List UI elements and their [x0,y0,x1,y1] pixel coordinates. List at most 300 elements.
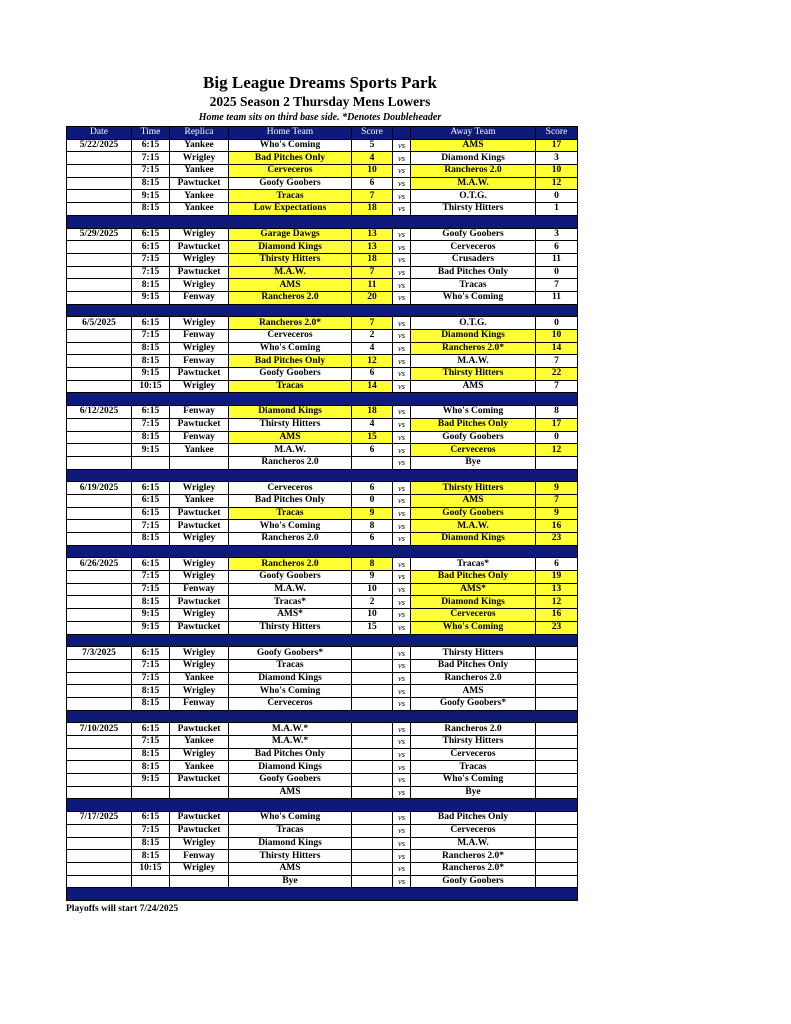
column-header-away-score: Score [536,127,578,140]
vs-cell: vs [393,165,411,178]
game-row [67,647,578,660]
away-team-cell: Cerveceros [411,241,536,254]
replica-cell: Yankee [170,494,229,507]
game-row [67,152,578,165]
home-score-cell: 8 [352,520,393,533]
home-team-cell: Thirsty Hitters [229,418,352,431]
date-cell [67,697,132,710]
game-row [67,507,578,520]
away-team-cell: Bad Pitches Only [411,266,536,279]
home-score-cell: 18 [352,253,393,266]
game-row [67,672,578,685]
home-score-cell: 6 [352,368,393,381]
away-score-cell: 1 [536,203,578,216]
time-cell: 6:15 [132,812,170,825]
replica-cell: Wrigley [170,342,229,355]
date-cell [67,253,132,266]
game-row [67,748,578,761]
away-team-cell: Goofy Goobers [411,228,536,241]
vs-cell: vs [393,431,411,444]
time-cell: 10:15 [132,862,170,875]
vs-cell: vs [393,723,411,736]
separator-cell [67,215,578,228]
game-row [67,203,578,216]
game-row [67,812,578,825]
away-score-cell: 12 [536,444,578,457]
page-note: Home team sits on third base side. *Denotes Doubleheader [198,112,442,123]
home-team-cell: AMS* [229,609,352,622]
away-team-cell: AMS [411,685,536,698]
vs-cell: vs [393,342,411,355]
vs-cell: vs [393,279,411,292]
schedule-body [67,139,578,900]
game-row [67,697,578,710]
game-row [67,494,578,507]
date-cell: 7/10/2025 [67,723,132,736]
time-cell: 6:15 [132,507,170,520]
date-cell: 6/26/2025 [67,558,132,571]
away-team-cell: Diamond Kings [411,152,536,165]
time-cell: 6:15 [132,482,170,495]
away-team-cell: Cerveceros [411,748,536,761]
date-cell [67,583,132,596]
time-cell: 6:15 [132,723,170,736]
date-cell [67,241,132,254]
date-cell [67,736,132,749]
time-cell: 6:15 [132,228,170,241]
week-separator-row [67,304,578,317]
time-cell: 6:15 [132,139,170,152]
home-score-cell: 7 [352,190,393,203]
column-header-home-team: Home Team [229,127,352,140]
home-team-cell: Rancheros 2.0 [229,291,352,304]
home-team-cell: Diamond Kings [229,241,352,254]
game-row [67,228,578,241]
time-cell: 8:15 [132,685,170,698]
replica-cell: Fenway [170,850,229,863]
replica-cell: Wrigley [170,837,229,850]
replica-cell: Pawtucket [170,723,229,736]
home-team-cell: Rancheros 2.0 [229,558,352,571]
page-title: Big League Dreams Sports Park [203,73,437,92]
date-cell: 6/12/2025 [67,406,132,419]
home-team-cell: Garage Dawgs [229,228,352,241]
home-score-cell: 13 [352,241,393,254]
replica-cell: Wrigley [170,279,229,292]
away-team-cell: Diamond Kings [411,533,536,546]
away-score-cell [536,647,578,660]
date-cell [67,862,132,875]
home-team-cell: Cerveceros [229,697,352,710]
date-cell [67,571,132,584]
home-team-cell: Cerveceros [229,330,352,343]
vs-cell: vs [393,494,411,507]
column-header-date: Date [67,127,132,140]
away-score-cell: 12 [536,177,578,190]
home-score-cell [352,837,393,850]
vs-cell: vs [393,533,411,546]
column-header-replica: Replica [170,127,229,140]
time-cell: 8:15 [132,342,170,355]
game-row [67,837,578,850]
replica-cell: Yankee [170,761,229,774]
date-cell [67,456,132,469]
vs-cell: vs [393,647,411,660]
home-score-cell: 6 [352,533,393,546]
away-team-cell: Cerveceros [411,444,536,457]
time-cell: 8:15 [132,761,170,774]
away-team-cell: Diamond Kings [411,596,536,609]
replica-cell: Wrigley [170,558,229,571]
game-row [67,558,578,571]
home-team-cell: M.A.W.* [229,736,352,749]
home-team-cell: Tracas [229,507,352,520]
game-row [67,583,578,596]
game-row [67,659,578,672]
vs-cell: vs [393,748,411,761]
date-cell [67,266,132,279]
date-cell [67,659,132,672]
away-score-cell: 6 [536,558,578,571]
date-cell [67,342,132,355]
vs-cell: vs [393,850,411,863]
home-team-cell: Diamond Kings [229,761,352,774]
footer-note: Playoffs will start 7/24/2025 [66,904,179,914]
vs-cell: vs [393,621,411,634]
home-score-cell: 4 [352,342,393,355]
away-score-cell [536,685,578,698]
home-score-cell [352,736,393,749]
vs-cell: vs [393,291,411,304]
home-score-cell: 9 [352,507,393,520]
away-team-cell: Who's Coming [411,406,536,419]
separator-cell [67,393,578,406]
away-team-cell: Tracas* [411,558,536,571]
home-score-cell: 4 [352,418,393,431]
time-cell: 8:15 [132,355,170,368]
game-row [67,139,578,152]
replica-cell: Pawtucket [170,774,229,787]
date-cell [67,761,132,774]
away-team-cell: Who's Coming [411,621,536,634]
week-separator-row [67,888,578,901]
home-score-cell: 7 [352,317,393,330]
vs-cell: vs [393,266,411,279]
vs-cell: vs [393,761,411,774]
away-team-cell: Bye [411,786,536,799]
time-cell [132,875,170,888]
away-team-cell: M.A.W. [411,355,536,368]
replica-cell: Fenway [170,583,229,596]
replica-cell: Wrigley [170,317,229,330]
home-score-cell: 13 [352,228,393,241]
replica-cell: Yankee [170,203,229,216]
vs-cell: vs [393,774,411,787]
home-team-cell: Thirsty Hitters [229,850,352,863]
away-score-cell: 12 [536,596,578,609]
time-cell: 8:15 [132,431,170,444]
away-score-cell [536,786,578,799]
date-cell: 6/19/2025 [67,482,132,495]
time-cell: 9:15 [132,609,170,622]
time-cell: 8:15 [132,837,170,850]
vs-cell: vs [393,190,411,203]
replica-cell: Yankee [170,165,229,178]
game-row [67,596,578,609]
away-team-cell: Rancheros 2.0 [411,672,536,685]
away-score-cell [536,812,578,825]
away-score-cell: 17 [536,139,578,152]
date-cell [67,609,132,622]
home-score-cell [352,774,393,787]
away-score-cell: 6 [536,241,578,254]
home-score-cell [352,672,393,685]
away-score-cell: 0 [536,431,578,444]
game-row [67,418,578,431]
away-score-cell [536,456,578,469]
game-row [67,786,578,799]
away-score-cell: 8 [536,406,578,419]
away-score-cell [536,850,578,863]
date-cell [67,824,132,837]
time-cell: 8:15 [132,596,170,609]
home-score-cell: 10 [352,165,393,178]
home-team-cell: Goofy Goobers [229,368,352,381]
time-cell: 6:15 [132,241,170,254]
time-cell: 8:15 [132,279,170,292]
game-row [67,482,578,495]
home-score-cell [352,850,393,863]
replica-cell: Wrigley [170,659,229,672]
home-team-cell: M.A.W. [229,583,352,596]
date-cell: 5/22/2025 [67,139,132,152]
away-team-cell: Bad Pitches Only [411,418,536,431]
date-cell [67,152,132,165]
away-score-cell [536,723,578,736]
away-team-cell: Thirsty Hitters [411,647,536,660]
separator-cell [67,710,578,723]
date-cell [67,786,132,799]
date-cell [67,418,132,431]
replica-cell: Pawtucket [170,824,229,837]
home-team-cell: Tracas* [229,596,352,609]
away-team-cell: AMS [411,139,536,152]
home-team-cell: Tracas [229,824,352,837]
replica-cell: Pawtucket [170,507,229,520]
date-cell [67,177,132,190]
date-cell: 7/17/2025 [67,812,132,825]
home-team-cell: Tracas [229,380,352,393]
time-cell: 7:15 [132,583,170,596]
game-row [67,875,578,888]
game-row [67,761,578,774]
week-separator-row [67,710,578,723]
home-score-cell [352,456,393,469]
home-team-cell: Tracas [229,190,352,203]
away-score-cell [536,748,578,761]
away-score-cell: 9 [536,482,578,495]
home-score-cell: 12 [352,355,393,368]
away-team-cell: Tracas [411,279,536,292]
home-team-cell: Cerveceros [229,165,352,178]
date-cell [67,291,132,304]
game-row [67,266,578,279]
game-row [67,723,578,736]
time-cell: 7:15 [132,659,170,672]
date-cell [67,330,132,343]
away-team-cell: Thirsty Hitters [411,368,536,381]
replica-cell: Wrigley [170,609,229,622]
date-cell [67,165,132,178]
home-score-cell [352,647,393,660]
away-team-cell: Bad Pitches Only [411,659,536,672]
time-cell: 6:15 [132,406,170,419]
home-score-cell: 5 [352,139,393,152]
column-header-away-team: Away Team [411,127,536,140]
away-team-cell: AMS* [411,583,536,596]
schedule-table [66,126,578,901]
away-score-cell [536,672,578,685]
replica-cell: Pawtucket [170,812,229,825]
home-team-cell: Thirsty Hitters [229,621,352,634]
time-cell: 7:15 [132,520,170,533]
away-team-cell: Rancheros 2.0* [411,342,536,355]
home-team-cell: M.A.W.* [229,723,352,736]
away-team-cell: Rancheros 2.0 [411,723,536,736]
replica-cell: Wrigley [170,482,229,495]
vs-cell: vs [393,406,411,419]
game-row [67,317,578,330]
date-cell [67,850,132,863]
home-team-cell: Rancheros 2.0 [229,456,352,469]
away-team-cell: Goofy Goobers [411,507,536,520]
game-row [67,253,578,266]
away-score-cell: 22 [536,368,578,381]
date-cell: 6/5/2025 [67,317,132,330]
vs-cell: vs [393,152,411,165]
time-cell: 6:15 [132,317,170,330]
home-team-cell: Goofy Goobers [229,774,352,787]
time-cell: 7:15 [132,253,170,266]
away-score-cell [536,697,578,710]
replica-cell: Yankee [170,444,229,457]
home-score-cell [352,875,393,888]
home-score-cell: 15 [352,431,393,444]
away-team-cell: Who's Coming [411,291,536,304]
time-cell: 7:15 [132,330,170,343]
home-score-cell: 18 [352,203,393,216]
away-team-cell: Bad Pitches Only [411,812,536,825]
home-team-cell: Diamond Kings [229,406,352,419]
vs-cell: vs [393,685,411,698]
replica-cell: Wrigley [170,533,229,546]
date-cell [67,672,132,685]
replica-cell: Yankee [170,139,229,152]
home-score-cell: 15 [352,621,393,634]
week-separator-row [67,215,578,228]
time-cell: 8:15 [132,203,170,216]
away-score-cell: 13 [536,583,578,596]
game-row [67,177,578,190]
replica-cell: Pawtucket [170,621,229,634]
replica-cell: Wrigley [170,228,229,241]
away-score-cell [536,774,578,787]
replica-cell: Pawtucket [170,368,229,381]
date-cell [67,431,132,444]
time-cell: 8:15 [132,177,170,190]
vs-cell: vs [393,330,411,343]
away-team-cell: O.T.G. [411,317,536,330]
home-team-cell: Rancheros 2.0 [229,533,352,546]
home-team-cell: Cerveceros [229,482,352,495]
vs-cell: vs [393,241,411,254]
game-row [67,456,578,469]
vs-cell: vs [393,875,411,888]
home-team-cell: Who's Coming [229,812,352,825]
vs-cell: vs [393,697,411,710]
away-team-cell: Tracas [411,761,536,774]
column-header-vs [393,127,411,140]
replica-cell: Pawtucket [170,418,229,431]
home-score-cell: 20 [352,291,393,304]
game-row [67,685,578,698]
away-score-cell: 19 [536,571,578,584]
game-row [67,774,578,787]
home-score-cell: 6 [352,444,393,457]
replica-cell [170,875,229,888]
away-score-cell: 16 [536,520,578,533]
away-score-cell [536,875,578,888]
home-score-cell: 9 [352,571,393,584]
away-score-cell [536,736,578,749]
away-score-cell: 9 [536,507,578,520]
away-team-cell: M.A.W. [411,837,536,850]
away-score-cell: 0 [536,317,578,330]
replica-cell: Pawtucket [170,266,229,279]
vs-cell: vs [393,596,411,609]
away-score-cell [536,862,578,875]
replica-cell: Pawtucket [170,177,229,190]
home-score-cell: 10 [352,609,393,622]
game-row [67,533,578,546]
away-team-cell: Bad Pitches Only [411,571,536,584]
game-row [67,850,578,863]
time-cell: 9:15 [132,190,170,203]
replica-cell: Wrigley [170,380,229,393]
time-cell: 9:15 [132,621,170,634]
home-team-cell: Tracas [229,659,352,672]
time-cell [132,456,170,469]
vs-cell: vs [393,444,411,457]
game-row [67,609,578,622]
replica-cell: Pawtucket [170,241,229,254]
time-cell: 8:15 [132,697,170,710]
away-team-cell: Thirsty Hitters [411,203,536,216]
replica-cell: Wrigley [170,152,229,165]
separator-cell [67,545,578,558]
away-score-cell: 0 [536,190,578,203]
time-cell: 8:15 [132,850,170,863]
date-cell [67,190,132,203]
home-score-cell [352,786,393,799]
replica-cell: Yankee [170,190,229,203]
home-score-cell: 8 [352,558,393,571]
away-team-cell: Goofy Goobers [411,431,536,444]
game-row [67,241,578,254]
home-team-cell: AMS [229,862,352,875]
game-row [67,330,578,343]
date-cell [67,507,132,520]
